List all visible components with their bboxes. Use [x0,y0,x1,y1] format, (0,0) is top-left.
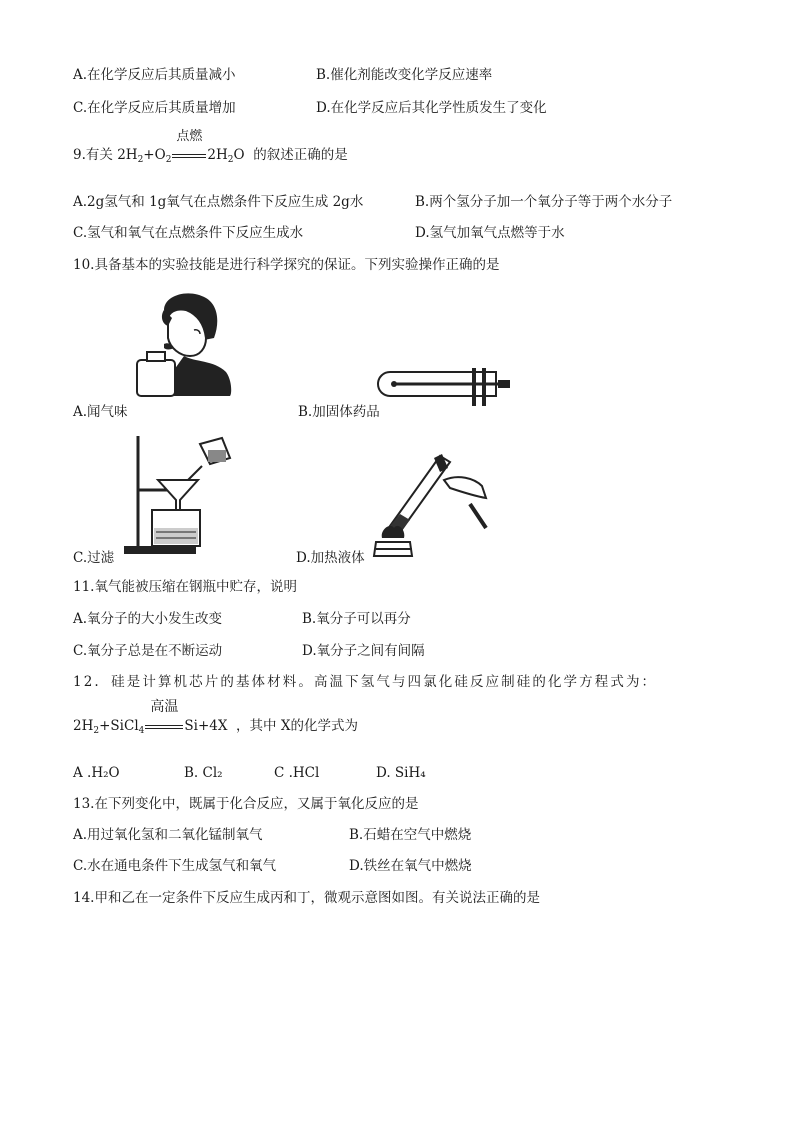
q12-option-a: A .H₂O [73,765,120,781]
q12-option-d: D. SiH₄ [376,765,426,781]
q11-option-b: B.氧分子可以再分 [302,611,411,627]
q9-option-d: D.氢气加氧气点燃等于水 [415,225,565,241]
q9-suffix: 的叙述正确的是 [253,147,348,163]
q8-option-a: A.在化学反应后其质量减小 [73,67,236,83]
q12-condition: 高温 [150,699,179,715]
q10-option-d: D.加热液体 [296,550,365,566]
q9-stem [73,129,348,165]
q11-option-d: D.氧分子之间有间隔 [302,643,425,659]
q9-equation: $2H_2+O_2$ 点燃 $2H_2O$ [117,129,245,165]
q10-option-c: C.过滤 [73,550,115,566]
q13-option-c: C.水在通电条件下生成氢气和氧气 [73,858,277,874]
filtration-illustration [118,430,238,558]
q9-option-c: C.氢气和氧气在点燃条件下反应生成水 [73,225,304,241]
q11-option-a: A.氧分子的大小发生改变 [73,611,223,627]
q14-stem: 14.甲和乙在一定条件下反应生成丙和丁，微观示意图如图。有关说法正确的是 [73,890,540,906]
q9-option-a: A.2g氢气和 1g氧气在点燃条件下反应生成 2g水 [73,194,364,210]
q8-option-b: B.催化剂能改变化学反应速率 [316,67,493,83]
q9-option-b: B.两个氢分子加一个氧分子等于两个水分子 [415,194,673,210]
q10-stem: 10.具备基本的实验技能是进行科学探究的保证。下列实验操作正确的是 [73,257,500,273]
q12-equation-line [73,699,358,736]
q12-option-b: B. Cl₂ [184,765,223,781]
heat-liquid-illustration [370,452,500,560]
q13-option-b: B.石蜡在空气中燃烧 [349,827,472,843]
q12-suffix: ，其中 X的化学式为 [236,718,358,734]
q12-option-c: C .HCl [274,765,320,781]
q9-condition: 点燃 [176,129,203,144]
q8-option-d: D.在化学反应后其化学性质发生了变化 [316,100,547,116]
smell-gas-illustration [134,290,234,408]
q13-option-d: D.铁丝在氧气中燃烧 [349,858,472,874]
q11-option-c: C.氧分子总是在不断运动 [73,643,223,659]
q12-stem: 12. 硅是计算机芯片的基体材料。高温下氢气与四氯化硅反应制硅的化学方程式为： [73,674,658,690]
q11-stem: 11.氧气能被压缩在钢瓶中贮存，说明 [73,579,297,595]
q8-option-c: C.在化学反应后其质量增加 [73,100,236,116]
add-solid-illustration [374,364,514,410]
q13-stem: 13.在下列变化中，既属于化合反应，又属于氧化反应的是 [73,796,419,812]
q12-equation: $2H_2+SiCl_4$ 高温 Si+4X [73,699,228,736]
q9-prefix: 9.有关 [73,147,113,163]
q13-option-a: A.用过氧化氢和二氧化锰制氧气 [73,827,263,843]
q10-option-a: A.闻气味 [73,404,128,420]
q10-option-b: B.加固体药品 [298,404,380,420]
